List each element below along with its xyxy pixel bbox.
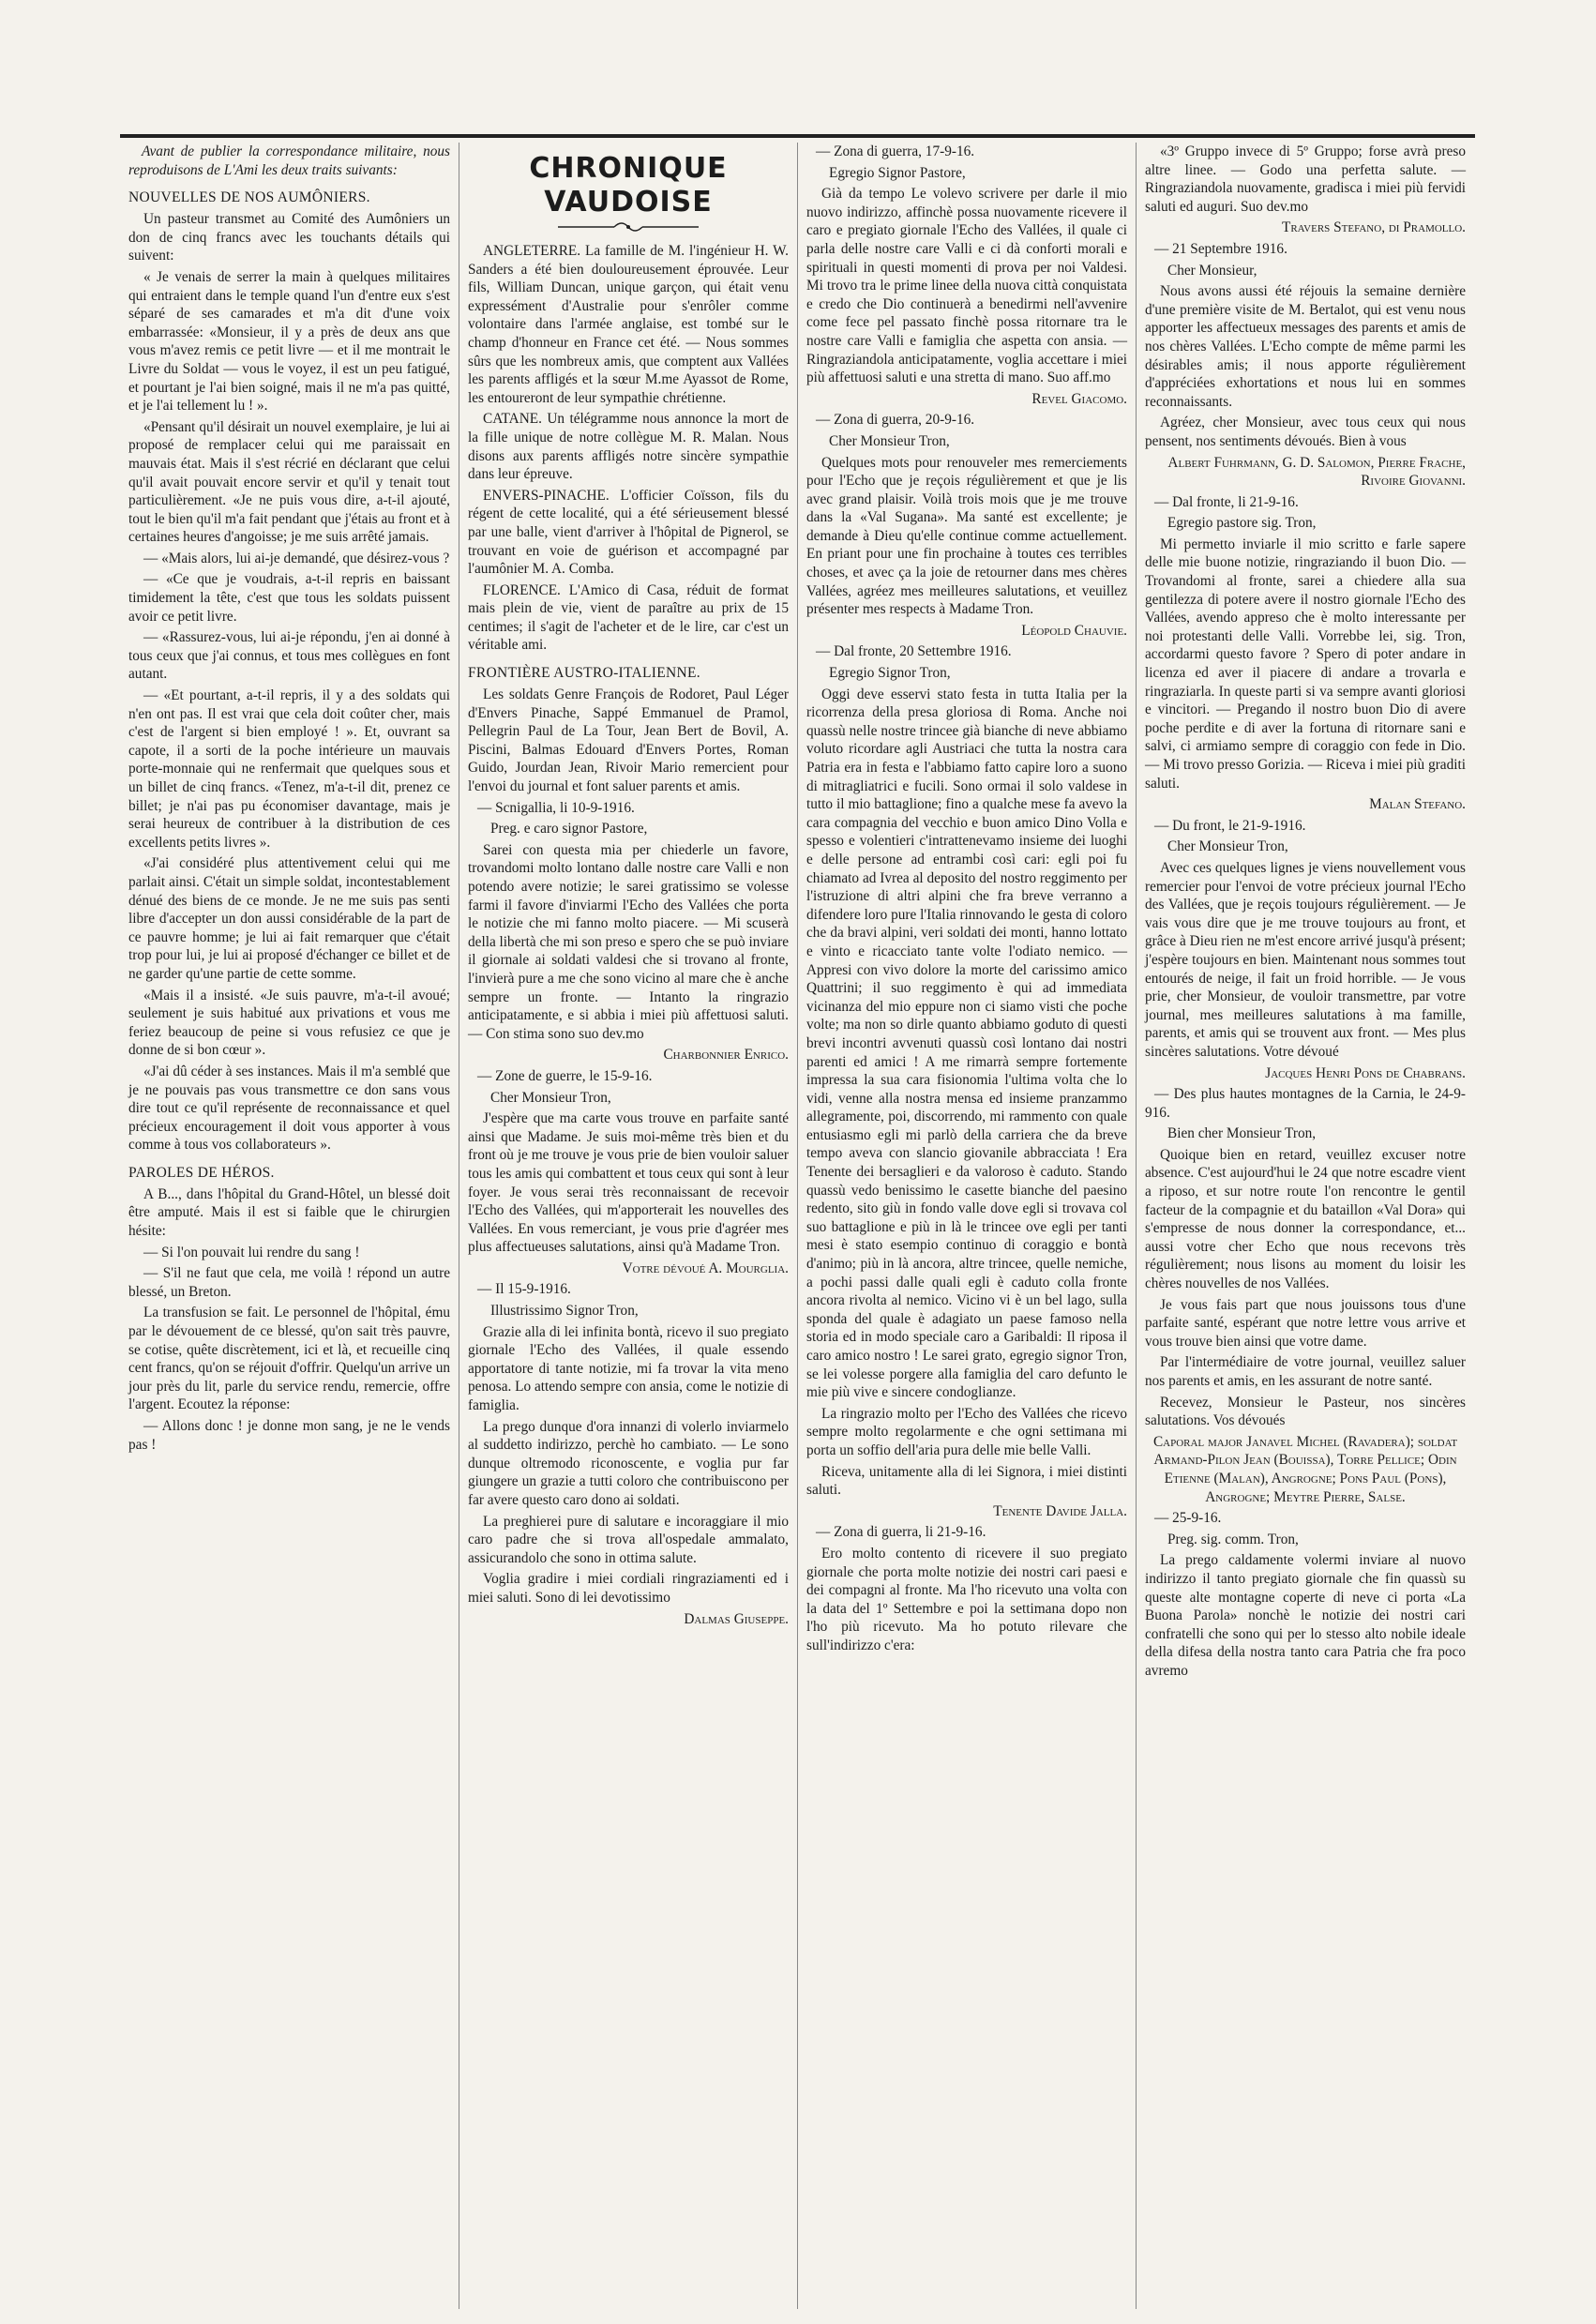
paragraph: Già da tempo Le volevo scrivere per darle il mio nuovo indirizzo, affinchè possa nuovamente ricevere il caro e pregiato giornale l'Echo des Vallées, il quale ci parla delle nostre care Valli e ci dà conforti morali e spirituali in questi momenti di prova per noi Valdesi. Mi trovo tra le prime linee della nuova città conquistata e credo che Dio continuerà a benedirmi nell'avvenire come fece pel passato finchè possa ritornare tra le nostre care Valli e famiglia che aspetta con ansia. — Ringraziandola anticipatamente, voglia accettare i miei più affettuosi saluti e una stretta di mano. Suo aff.mo	[806, 186, 1127, 386]
section-heading: FRONTIÈRE AUSTRO-ITALIENNE.	[468, 665, 700, 682]
letter-dateline: — Du front, le 21-9-1916.	[1154, 817, 1306, 834]
ornament-icon	[468, 219, 789, 234]
letter-signature: Votre dévoué A. Mourglia.	[622, 1260, 789, 1276]
letter-salutation: Cher Monsieur,	[1167, 262, 1257, 279]
newspaper-columns	[120, 143, 1475, 2309]
paragraph: Riceva, unitamente alla di lei Signora, i miei distinti saluti.	[806, 1463, 1127, 1499]
letter-salutation: Illustrissimo Signor Tron,	[490, 1303, 639, 1320]
paragraph: «J'ai considéré plus attentivement celui qui me parlait ainsi. C'était un simple soldat, incontestablement dénué des biens de ce monde. Je ne me suis pas senti libre d'accepter un don aussi considérable de la part de ce pauvre homme; je lui ai fait remarquer que c'était trop pour lui, je lui ai proposé d'échanger ce billet et de ne garder qu'une partie de cette somme.	[128, 855, 450, 982]
column-2	[459, 143, 797, 2309]
paragraph: «3º Gruppo invece di 5º Gruppo; forse avrà preso altre linee. — Godo una perfetta salute. — Ringraziandola nuovamente, gradisca i miei più fervidi saluti ed auguri. Suo dev.mo	[1145, 143, 1466, 215]
letter-salutation: Bien cher Monsieur Tron,	[1167, 1125, 1317, 1142]
intro-note: Avant de publier la correspondance militaire, nous reproduisons de L'Ami les deux traits suivants:	[128, 143, 450, 178]
paragraph: La prego dunque d'ora innanzi di volerlo inviarmelo al suddetto indirizzo, perchè ho cambiato. — Le sono dunque oltremodo riconoscente, e voglia pur far giungere un grazie a tutti coloro che contribuiscono per far avere questo caro dono ai soldati.	[468, 1418, 789, 1508]
paragraph: CATANE. Un télégramme nous annonce la mort de la fille unique de notre collègue M. R. Malan. Nous disons aux parents affligés notre sincère sympathie dans leur épreuve.	[468, 411, 789, 483]
paragraph: Quoique bien en retard, veuillez excuser notre absence. C'est aujourd'hui le 24 que notre escadre vient a riposo, et sur notre route l'on rencontre le gentil facteur de la compagnie et du bataillon «Val Dora» qui s'empresse de nous donner la correspondance, et... aussi votre cher Echo que nous recevons très régulièrement; nous lisons au moment du loisir les chères nouvelles de nos Vallées.	[1145, 1146, 1466, 1292]
letter-dateline: — Zona di guerra, 17-9-16.	[816, 143, 975, 159]
paragraph: ANGLETERRE. La famille de M. l'ingénieur H. W. Sanders a été bien douloureusement éprouvée. Leur fils, William Duncan, unique garçon, qui était venu expressément d'Australie pour s'enrôler comme volontaire dans l'armée anglaise, est tombé sur le champ d'honneur en France cet été. — Nous sommes sûrs que les nombreux amis, que comptent aux Vallées les parents affligés et la sœur M.me Ayassot de Rome, les entoureront de leur sympathie chrétienne.	[468, 243, 789, 406]
paragraph: «J'ai dû céder à ses instances. Mais il m'a semblé que je ne pouvais pas vous transmettre ce don sans vous dire tout ce qu'il représente de reconnaissance et quel précieux encouragement il doit vous apporter à vous comme à tous vos collaborateurs ».	[128, 1063, 450, 1154]
paragraph: Ero molto contento di ricevere il suo pregiato giornale che porta molte notizie dei nostri cari paesi e dei compagni al fronte. Ma l'ho ricevuto una volta con la data del 1º Settembre e poi la settimana dopo non l'ho più ricevuto. Ma ho potuto rilevare che sull'indirizzo c'era:	[806, 1545, 1127, 1653]
section-heading: NOUVELLES DE NOS AUMÔNIERS.	[128, 189, 370, 206]
letter-dateline: — Scnigallia, li 10-9-1916.	[477, 799, 635, 816]
letter-signature: Dalmas Giuseppe.	[684, 1610, 789, 1627]
paragraph: Oggi deve esservi stato festa in tutta Italia per la ricorrenza della presa gloriosa di Roma. Anche noi quassù nelle nostre trincee già bianche di neve abbiamo voluto ricordare agli Austriaci che tutta la nostra cara Patria era in festa e l'abbiamo fatto capire loro a suono di mitragliatrici e fucili. Sono ormai il solo valdese in tutto il mio battaglione; fino a qualche mese fa avevo la cara compagnia del vecchio e buon amico Dino Volla e spesso e volentieri c'intrattenevamo insieme dei luoghi e delle persone ad entrambi così cari: egli poi fu chiamato ad Ivrea al deposito del nostro reggimento per l'istruzione di altri alpini che fra breve verranno a difendere loro pure l'Italia rinnovando le gesta di coloro che da bravi alpini, veri soldati dei monti, hanno lottato e vinto e ricacciato tante volte l'odiato nemico. — Appresi con vivo dolore la morte del carissimo amico Quattrini; il suo reggimento è qui ad immediata vicinanza del mio eppure non ci siamo visti che poche volte; ma non so dirle quanto abbiamo goduto di questi brevi incontri avvenuti quassù così lontano dai nostri parenti ed amici ! A me rimarrà sempre fortemente impressa la sua cara fisionomia l'ultima volta che lo vidi, venne alla nostra mensa ed insieme pranzammo allegramente, poi, discorrendo, mi rammento con quale entusiasmo egli mi parlò della carriera che da breve tempo aveva con slancio giovanile abbracciata ! Era Tenente dei bersaglieri e da valoroso è caduto. Stando quassù vedo benissimo le casette bianche del paesino redento, sito giù in fondo valle dove egli si trovava col suo battaglione e più in là le trincee ove egli per tanti mesi è stato esempio continuo di coraggio e bontà d'animo; più in là ancora, altre trincee, quelle nemiche, a pochi passi dalle quali egli è caduto colla fronte ancora rivolta al nemico. Vicino vi è un bel lago, sulla sponda del quale è adagiato un paese famoso nella storia ed in modo speciale caro a Garibaldi: Il riposa il caro amico nostro ! Le sarei grato, egregio signor Tron, se lei volesse porgere alla famiglia del caro defunto le mie più vive e sincere condoglianze.	[806, 686, 1127, 1401]
letter-dateline: — Zone de guerre, le 15-9-16.	[477, 1067, 653, 1084]
paragraph: A B..., dans l'hôpital du Grand-Hôtel, un blessé doit être amputé. Mais il est si faible que le chirurgien hésite:	[128, 1185, 450, 1240]
paragraph: La prego caldamente volermi inviare al nuovo indirizzo il tanto pregiato giornale che fin quassù su queste alte montagne coperte di neve ci porta «La Buona Parola» nonchè le notizie dei nostri cari confratelli che sono qui per lo stesso alto nobile ideale della difesa della nostra tanto cara Patria che fra poco avremo	[1145, 1552, 1466, 1679]
letter-signature: Malan Stefano.	[1369, 796, 1466, 813]
paragraph: — «Ce que je voudrais, a-t-il repris en baissant timidement la tête, c'est que tous les soldats puissent avoir ce petit livre.	[128, 571, 450, 625]
chronique-title: CHRONIQUE VAUDOISE	[529, 152, 728, 219]
column-1	[120, 143, 459, 2309]
paragraph: FLORENCE. L'Amico di Casa, réduit de format mais plein de vie, vient de paraître au prix de 15 centimes; il s'agit de l'acheter et de le lire, car c'est un véritable ami.	[468, 581, 789, 654]
letter-signature: Caporal major Janavel Michel (Ravadera); soldat Armand-Pilon Jean (Bouissa), Torre Pellice; Odin Etienne (Malan), Angrogne; Pons Paul (Pons), Angrogne; Meytre Pierre, Salse.	[1152, 1433, 1458, 1505]
letter-signature: Léopold Chauvie.	[1021, 622, 1127, 639]
paragraph: — Allons donc ! je donne mon sang, je ne le vends pas !	[128, 1418, 450, 1453]
top-rule	[120, 134, 1475, 138]
paragraph: — S'il ne faut que cela, me voilà ! répond un autre blessé, un Breton.	[128, 1265, 450, 1300]
paragraph: La ringrazio molto per l'Echo des Vallées che ricevo sempre molto regolarmente e che ogni settimana mi porta un soffio dell'aria pura delle mie belle Valli.	[806, 1405, 1127, 1458]
section-heading: PAROLES DE HÉROS.	[128, 1164, 275, 1181]
paragraph: — «Et pourtant, a-t-il repris, il y a des soldats qui n'en ont pas. Il est vrai que cela doit coûter cher, mais c'est de l'argent si bien employé ! ». Et, ouvrant sa capote, il a sorti de la poche intérieure un mauvais porte-monnaie qui ne renfermait que quelques sous et un billet de cinq francs. «Tenez, m'a-t-il dit, prenez ce billet; je n'ai pas pu économiser davantage, mais je serai heureux de contribuer à la distribution de ces excellents petits livres ».	[128, 687, 450, 851]
letter-salutation: Egregio Signor Pastore,	[829, 164, 966, 181]
paragraph: Nous avons aussi été réjouis la semaine dernière d'une première visite de M. Bertalot, qui est venu nous apporter les affectueux messages des parents et amis de nos chères Vallées. L'Echo compte de même parmi les désirables amis; il nous apporte régulièrement d'appréciées exhortations et nous lui en sommes reconnaissants.	[1145, 283, 1466, 410]
letter-dateline: — Des plus hautes montagnes de la Carnia, le 24-9-916.	[1145, 1086, 1466, 1121]
column-3	[797, 143, 1136, 2309]
paragraph: Agréez, cher Monsieur, avec tous ceux qui nous pensent, nos sentiments dévoués. Bien à vous	[1145, 415, 1466, 449]
letter-dateline: — Dal fronte, 20 Settembre 1916.	[816, 643, 1012, 660]
paragraph: Voglia gradire i miei cordiali ringraziamenti ed i miei saluti. Sono di lei devotissimo	[468, 1571, 789, 1606]
paragraph: La transfusion se fait. Le personnel de l'hôpital, ému par le dévouement de ce blessé, qu'on sait très pauvre, se cotise, quête discrètement, ici et là, et recueille cinq cent francs, qu'on se réjouit d'offrir. Quelqu'un arrive un jour près du lit, parle du service rendu, remercie, offre l'argent. Ecoutez la réponse:	[128, 1305, 450, 1413]
paragraph: Par l'intermédiaire de votre journal, veuillez saluer nos parents et amis, en les assurant de notre santé.	[1145, 1354, 1466, 1389]
letter-salutation: Egregio Signor Tron,	[829, 665, 951, 682]
paragraph: Un pasteur transmet au Comité des Aumôniers un don de cinq francs avec les touchants détails qui suivent:	[128, 211, 450, 264]
paragraph: « Je venais de serrer la main à quelques militaires qui entraient dans le temple quand l'un d'entre eux s'est séparé de ses camarades et m'a dit d'une voix embarrassée: «Monsieur, il y a près de deux ans que vous m'avez remis ce petit livre — et il me montrait le Livre du Soldat — vous le voyez, il est un peu fatigué, et pourtant je l'ai bien soigné, mais il ne m'a pas quitté, et je l'ai tellement lu ! ».	[128, 268, 450, 415]
paragraph: «Pensant qu'il désirait un nouvel exemplaire, je lui ai proposé de remplacer celui qui me paraissait en mauvais état. Mais il s'est récrié en déclarant que celui qu'il avait pouvait encore servir et qu'il y tenait tout particulièrement. «Je ne puis vous dire, a-t-il ajouté, tout le bien qu'il m'a fait pendant que j'étais au front et à certaines heures d'angoisse; je me suis arrêté jamais.	[128, 418, 450, 546]
paragraph: ENVERS-PINACHE. L'officier Coïsson, fils du régent de cette localité, qui a été sérieusement blessé par une balle, vient d'arriver à l'hôpital de Pignerol, se trouvant en voie de guérison et accompagné par l'aumônier M. A. Comba.	[468, 487, 789, 578]
paragraph: Grazie alla di lei infinita bontà, ricevo il suo pregiato giornale l'Echo des Vallées, il quale essendo apportatore di tante notizie, mi fa trovar la vita meno penosa. Lo attendo sempre con ansia, come le notizie di famiglia.	[468, 1323, 789, 1414]
paragraph: Quelques mots pour renouveler mes remerciements pour l'Echo que je reçois régulièrement et que je lis avec grand plaisir. Voilà trois mois que je me trouve dans la «Val Sugana». Ma santé est excellente; je demande à Dieu qu'elle continue comme actuellement. En priant pour une fin prochaine à toutes ces terribles choses, et avec ça la joie de retourner dans mes chères Vallées, agréez mes meilleures salutations, et veuillez présenter mes respects à Madame Tron.	[806, 454, 1127, 618]
paragraph: Avec ces quelques lignes je viens nouvellement vous remercier pour l'envoi de votre précieux journal l'Echo des Vallées, que je reçois toujours régulièrement. — Je vais vous dire que je me trouve toujours au front, et grâce à Dieu rien ne m'est encore arrivé jusqu'à présent; j'espère toujours en bien. Maintenant nous sommes tout entourés de neige, il fait un froid horrible. — Je vous prie, cher Monsieur, de vouloir transmettre, par votre journal, mes meilleures salutations à ma famille, parents, et amis qui se trouvent aux front. — Mes plus sincères salutations. Votre dévoué	[1145, 859, 1466, 1060]
letter-signature: Tenente Davide Jalla.	[993, 1502, 1127, 1519]
letter-salutation: Cher Monsieur Tron,	[829, 432, 950, 449]
letter-salutation: Preg. sig. comm. Tron,	[1167, 1531, 1299, 1547]
letter-salutation: Egregio pastore sig. Tron,	[1167, 515, 1317, 532]
letter-salutation: Preg. e caro signor Pastore,	[490, 821, 648, 838]
paragraph: La preghierei pure di salutare e incoraggiare il mio caro padre che si trova all'ospedale ammalato, assicurandolo che sono in ottima salute.	[468, 1513, 789, 1566]
letter-salutation: Cher Monsieur Tron,	[490, 1089, 611, 1106]
paragraph: — Si l'on pouvait lui rendre du sang !	[143, 1244, 360, 1260]
paragraph: Mi permetto inviarle il mio scritto e farle sapere delle mie buone notizie, ringraziando il buon Dio. — Trovandomi al fronte, sarei a chiedere alla sua gentilezza di potere avere il nostro giornale l'Echo des Vallées, avendo appreso che è molto interessante per noi protestanti delle Valli. Vorrebbe lei, sig. Tron, accordarmi questo favore ? Spero di poter andare in licenza ed aver il piacere di andare a trovarla e ringraziarla. In queste parti si va sempre avanti gloriosi e vincitori. — Pregando il nostro buon Dio di avere poche perdite e di aver la fortuna di ritornare sani e salvi, ci armiamo sempre di coraggio con fede in Dio. — Mi trovo presso Gorizia. — Riceva i miei più graditi saluti.	[1145, 536, 1466, 792]
letter-signature: Travers Stefano, di Pramollo.	[1281, 219, 1466, 236]
letter-salutation: Cher Monsieur Tron,	[1167, 838, 1288, 855]
paragraph: — «Rassurez-vous, lui ai-je répondu, j'en ai donné à tous ceux que j'ai connus, et tous mes collègues en font autant.	[128, 629, 450, 683]
letter-signature: Albert Fuhrmann, G. D. Salomon, Pierre Frache, Rivoire Giovanni.	[1167, 454, 1466, 490]
letter-dateline: — 25-9-16.	[1154, 1510, 1222, 1527]
letter-signature: Jacques Henri Pons de Chabrans.	[1265, 1064, 1466, 1081]
paragraph: J'espère que ma carte vous trouve en parfaite santé ainsi que Madame. Je suis moi-même très bien et du front où je me trouve je vous prie de bien vouloir saluer tous les amis qui combattent et tous ceux qui sont à leur foyer. Je vous serai très reconnaissant de recevoir l'Echo des Vallées, qui m'apporterait les nouvelles des Vallées. En vous remerciant, je vous prie d'agréer mes plus affectueuses salutations, ainsi qu'à Madame Tron.	[468, 1110, 789, 1256]
letter-signature: Revel Giacomo.	[1031, 390, 1127, 407]
letter-dateline: — 21 Septembre 1916.	[1154, 240, 1287, 257]
letter-dateline: — Zona di guerra, 20-9-16.	[816, 412, 975, 429]
paragraph: Recevez, Monsieur le Pasteur, nos sincères salutations. Vos dévoués	[1145, 1394, 1466, 1429]
column-4	[1136, 143, 1474, 2309]
paragraph: «Mais il a insisté. «Je suis pauvre, m'a-t-il avoué; seulement je suis habitué aux privations et vous me feriez beaucoup de peine si vous refusiez ce que je donne de si bon cœur ».	[128, 987, 450, 1059]
paragraph: — «Mais alors, lui ai-je demandé, que désirez-vous ?	[143, 550, 450, 566]
letter-dateline: — Zona di guerra, li 21-9-16.	[816, 1524, 986, 1541]
paragraph: Sarei con questa mia per chiederle un favore, trovandomi molto lontano dalle nostre care Valli e non potendo avere notizie; le sarei gratissimo se volesse farmi il favore d'inviarmi l'Echo des Vallées che porta le notizie che mi fanno molto piacere. — Mi scuserà della libertà che mi son preso e spero che se può inviare il giornale ai soldati valdesi che si trovano al fronte, l'invierà pure a me che sono vicino al mare che è anche sempre un fronte. — Intanto la ringrazio anticipatamente, e si abbia i miei più affettuosi saluti. — Con stima sono suo dev.mo	[468, 841, 789, 1042]
letter-dateline: — Il 15-9-1916.	[477, 1281, 571, 1298]
letter-dateline: — Dal fronte, li 21-9-16.	[1154, 493, 1299, 510]
paragraph: Je vous fais part que nous jouissons tous d'une parfaite santé, espérant que notre lettre vous arrive et vous trouve bien ainsi que votre dame.	[1145, 1296, 1466, 1350]
paragraph: Les soldats Genre François de Rodoret, Paul Léger d'Envers Pinache, Sappé Emmanuel de Pramol, Pellegrin Paul de La Tour, Jean Bert de Bovil, A. Piscini, Balmas Edouard d'Envers Portes, Roman Guido, Jourdan Jean, Rivoir Mario remercient pour l'envoi du journal et font saluer parents et amis.	[468, 687, 789, 795]
letter-signature: Charbonnier Enrico.	[663, 1047, 789, 1064]
